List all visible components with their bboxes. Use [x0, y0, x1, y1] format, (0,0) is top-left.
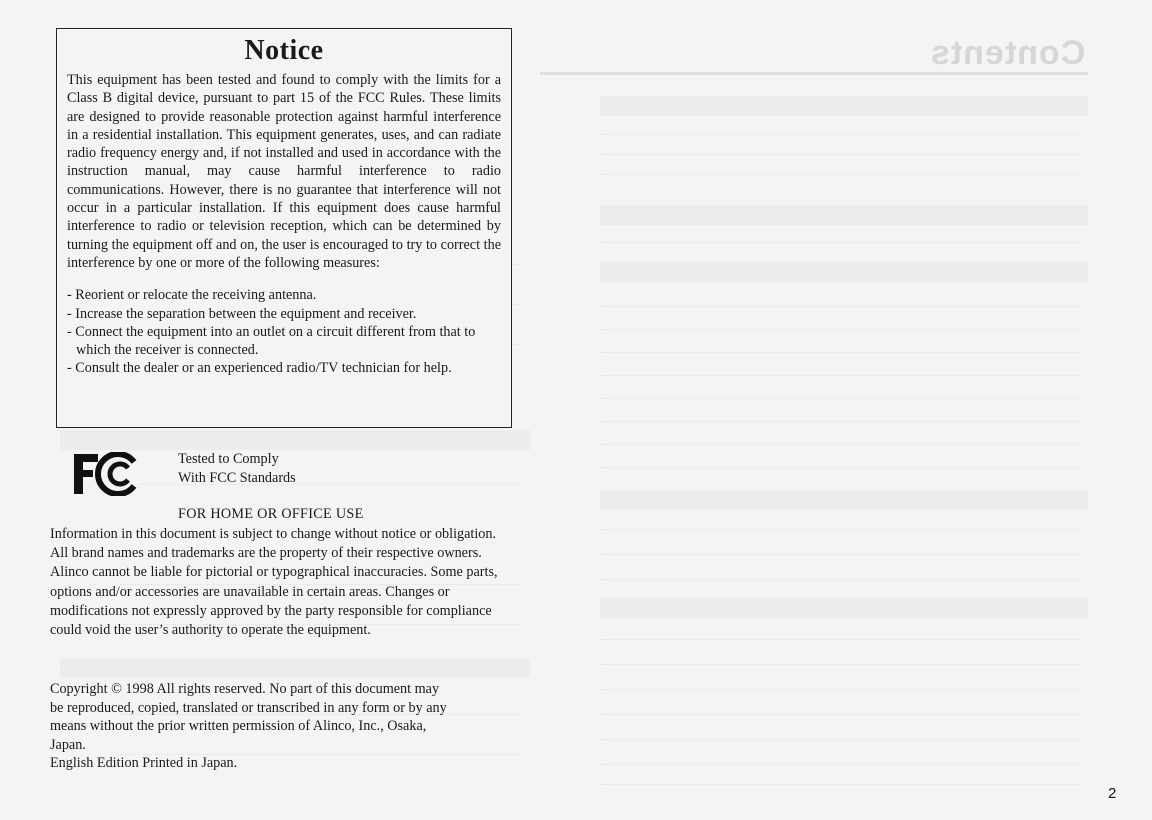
fcc-logo-text: FC — [72, 452, 74, 453]
fcc-tested-label — [178, 450, 296, 488]
bleed-row — [600, 361, 1080, 376]
bleed-block — [600, 598, 1088, 618]
bleed-block — [60, 430, 530, 450]
bleed-block — [600, 205, 1088, 225]
bleed-row — [600, 540, 1080, 555]
copyright-line: Japan. — [50, 736, 86, 753]
bleed-row — [600, 407, 1080, 422]
bleed-row — [600, 453, 1080, 468]
bleed-row — [600, 292, 1080, 307]
bleed-row — [600, 140, 1080, 155]
edition-line: English Edition Printed in Japan. — [50, 755, 238, 771]
measure-item: - Connect the equipment into an outlet on a circuit different from that to which the receiver is connected. — [67, 323, 476, 359]
bleed-row — [600, 725, 1080, 740]
bleed-row — [600, 515, 1080, 530]
bleed-block — [600, 96, 1088, 116]
bleed-row — [600, 338, 1080, 353]
copyright-line: means without the prior written permission of Alinco, Inc., Osaka, — [50, 718, 427, 734]
bleed-row — [600, 565, 1080, 580]
bleed-row — [600, 228, 1080, 243]
info-paragraph: Information in this document is subject to change without notice or obligation. All brand names and trademarks are the property of their respective owners. Alinco cannot be liable for pictorial or typographical inaccuracies. Some parts, options and/or accessories are unavailable in certain areas. Changes or modifications not expressly approved by the party responsible for compliance could void the user’s authority to operate the equipment. — [50, 526, 498, 639]
bleed-row — [600, 384, 1080, 399]
bleed-row — [600, 700, 1080, 715]
bleed-row — [600, 770, 1080, 785]
copyright-block — [50, 680, 502, 773]
measure-item: - Consult the dealer or an experienced radio/TV technician for help. — [67, 360, 452, 377]
measure-item: - Increase the separation between the equipment and receiver. — [67, 305, 417, 322]
notice-title: Notice — [244, 35, 324, 66]
copyright-line: be reproduced, copied, translated or transcribed in any form or by any — [50, 699, 447, 716]
bleed-row — [600, 750, 1080, 765]
page-number: 2 — [1108, 785, 1117, 802]
fcc-tested-line1: Tested to Comply — [178, 451, 279, 467]
bleed-rule — [540, 72, 1088, 75]
measures-list — [67, 286, 501, 377]
notice-body: This equipment has been tested and found to comply with the limits for a Class B digital device, pursuant to part 15 of the FCC Rules. These limits are designed to provide reasonable protection against harmful interference in a residential installation. This equipment generates, uses, and can radiate radio frequency energy and, if not installed and used in accordance with the instruction manual, may cause harmful interference to radio communications. However, there is no guarantee that interference will not occur in a particular installation. If this equipment does cause harmful interference to radio or television reception, which can be determined by turning the equipment off and on, the user is encouraged to try to correct the interference by one or more of the following measures: — [67, 72, 501, 271]
bleed-contents-heading: Contents — [930, 34, 1086, 72]
bleed-row — [600, 650, 1080, 665]
bleed-row — [600, 120, 1080, 135]
fcc-logo — [72, 452, 138, 496]
bleed-block — [600, 490, 1088, 510]
bleed-row — [600, 315, 1080, 330]
fcc-home-office: FOR HOME OR OFFICE USE — [178, 506, 364, 522]
bleed-row — [600, 160, 1080, 175]
bleed-block — [60, 658, 530, 678]
bleed-row — [600, 625, 1080, 640]
fcc-tested-line2: With FCC Standards — [178, 470, 296, 486]
notice-box — [56, 28, 512, 428]
measure-item: - Reorient or relocate the receiving antenna. — [67, 287, 317, 304]
bleed-row — [600, 675, 1080, 690]
bleed-block — [600, 262, 1088, 282]
copyright-line: Copyright © 1998 All rights reserved. No part of this document may — [50, 681, 440, 697]
bleed-row — [600, 430, 1080, 445]
